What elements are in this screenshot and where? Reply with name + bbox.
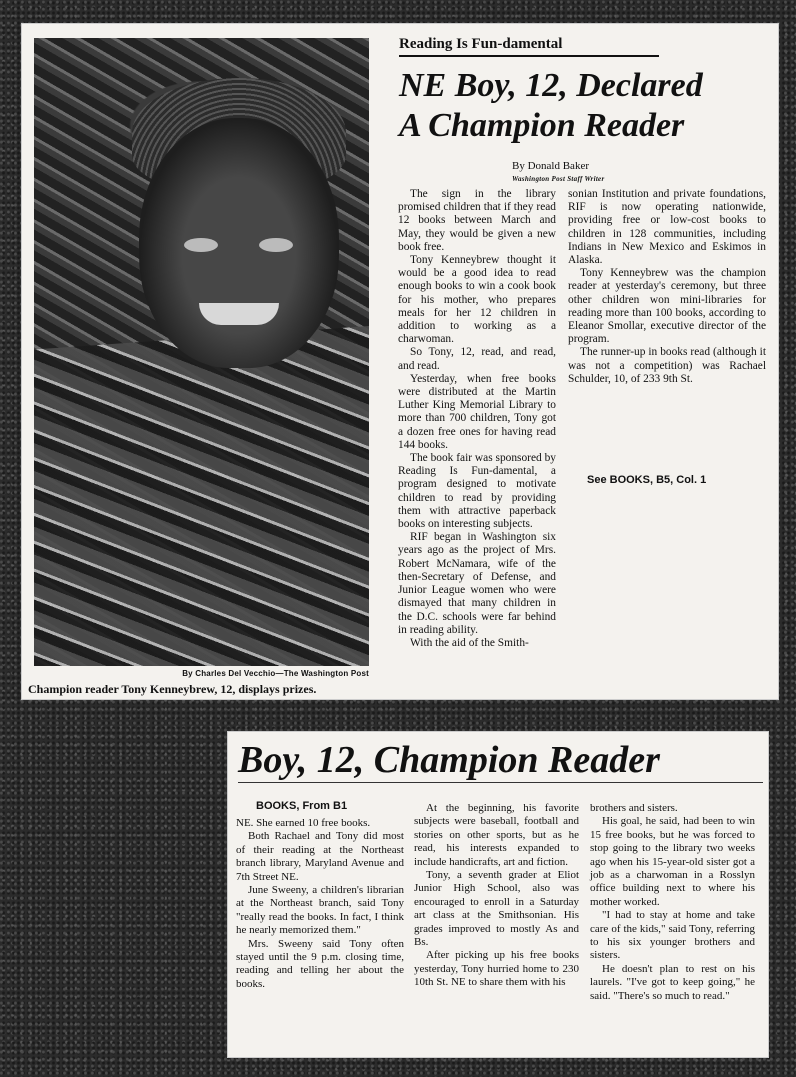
right-eye-image xyxy=(259,238,293,252)
continuation-headline: Boy, 12, Champion Reader xyxy=(238,738,763,783)
paragraph: June Sweeny, a children's librarian at the Northeast branch, said Tony "really read the books. In fact, I think he nearly memorized them." xyxy=(236,884,404,937)
paragraph: "I had to stay at home and take care of the kids," said Tony, referring to his six younger brothers and sisters. xyxy=(590,909,755,962)
paragraph: Yesterday, when free books were distributed at the Martin Luther King Memorial Library to more than 700 children, Tony got a dozen free ones for having read 144 books. xyxy=(398,372,556,451)
left-eye-image xyxy=(184,238,218,252)
byline xyxy=(512,160,762,186)
paragraph: With the aid of the Smith- xyxy=(410,636,529,649)
paragraph: Tony, a seventh grader at Eliot Junior High School, also was encouraged to enroll in a Saturday art class at the Smithsonian. His grades improved to mostly As and Bs. xyxy=(414,869,579,949)
paragraph: Both Rachael and Tony did most of their reading at the Northeast branch library, Maryland Avenue and 7th Street NE. xyxy=(236,830,404,883)
continuation-column-1 xyxy=(236,817,404,991)
bottom-clipping xyxy=(228,732,768,1057)
paragraph: sonian Institution and private foundations, RIF is now operating nationwide, providing free or low-cost books to children in 128 communities, including Indians in New Mexico and Eskimos in Alaska. xyxy=(568,188,766,267)
article-column-2 xyxy=(568,188,766,386)
paragraph: The runner-up in books read (although it was not a competition) was Rachael Schulder, 10, of 233 9th St. xyxy=(568,346,766,385)
continuation-column-3 xyxy=(590,802,755,1003)
headline xyxy=(399,66,769,146)
article-column-1 xyxy=(398,188,556,650)
continuation-jump-head: BOOKS, From B1 xyxy=(256,800,348,812)
paragraph: brothers and sisters. xyxy=(590,802,678,814)
smile-image xyxy=(199,303,279,325)
paragraph: The sign in the library promised children that if they read 12 books between March and May, they would be given a new book free. xyxy=(398,188,556,253)
boy-with-books-photo xyxy=(34,38,369,666)
continuation-column-2 xyxy=(414,802,579,990)
top-clipping xyxy=(22,24,778,699)
headline-line-1: NE Boy, 12, Declared xyxy=(399,67,703,104)
books-stack-image xyxy=(34,325,369,666)
face-image xyxy=(139,118,339,368)
paragraph: Tony Kenneybrew thought it would be a good idea to read enough books to win a cook book for his mother, who prepares meals for her 12 children in addition to working as a charwoman. xyxy=(398,254,556,346)
jump-line: See BOOKS, B5, Col. 1 xyxy=(587,474,707,486)
byline-role: Washington Post Staff Writer xyxy=(512,175,605,183)
paragraph: His goal, he said, had been to win 15 free books, but he was forced to stop going to the library two weeks ago when his 15-year-old sister got a job as a charwoman in a Rosslyn office building next to where his mother worked. xyxy=(590,815,755,908)
paragraph: Mrs. Sweeny said Tony often stayed until the 9 p.m. closing time, reading and telling her about the books. xyxy=(236,937,404,990)
headline-line-2: A Champion Reader xyxy=(399,107,685,144)
photo-credit: By Charles Del Vecchio—The Washington Post xyxy=(182,669,369,678)
paragraph: At the beginning, his favorite subjects were baseball, football and stories on other sports, but as he read, his interests expanded to include handicrafts, art and fiction. xyxy=(414,802,579,868)
paragraph: NE. She earned 10 free books. xyxy=(236,817,371,829)
photo-caption: Champion reader Tony Kenneybrew, 12, displays prizes. xyxy=(28,682,317,696)
paragraph: So Tony, 12, read, and read, and read. xyxy=(398,346,556,372)
paragraph: He doesn't plan to rest on his laurels. "I've got to keep going," he said. "There's so much to read." xyxy=(590,962,755,1002)
paragraph: After picking up his free books yesterday, Tony hurried home to 230 10th St. NE to share them with his xyxy=(414,949,579,989)
kicker: Reading Is Fun-damental xyxy=(399,36,659,57)
paragraph: RIF began in Washington six years ago as the project of Mrs. Robert McNamara, wife of the then-Secretary of Defense, and Junior League women who were dismayed that many children in the D.C. schools were far behind in reading ability. xyxy=(398,531,556,636)
paragraph: Tony Kenneybrew was the champion reader at yesterday's ceremony, but three other children won mini-libraries for reading more than 100 books, according to Eleanor Smollar, executive director of the program. xyxy=(568,267,766,346)
byline-author: By Donald Baker xyxy=(512,160,589,172)
paragraph: The book fair was sponsored by Reading Is Fun-damental, a program designed to motivate children to read by providing them with attractive paperback books on interesting subjects. xyxy=(398,452,556,531)
